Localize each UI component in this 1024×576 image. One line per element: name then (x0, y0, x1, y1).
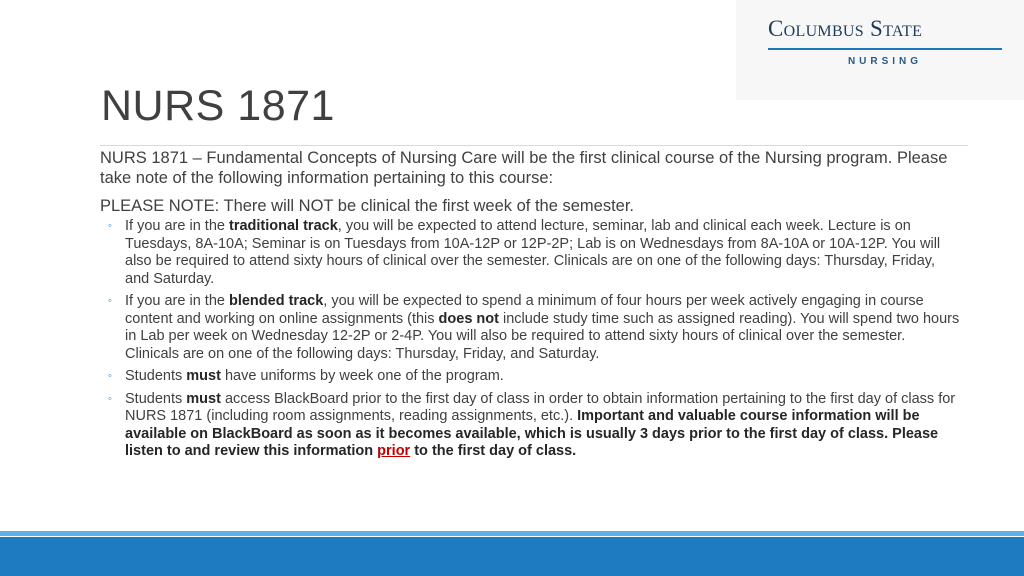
bullet-blackboard (100, 391, 960, 461)
logo-rule (768, 48, 1002, 50)
bold-run: must (186, 368, 221, 384)
footer-accent-line (0, 531, 1024, 536)
bullet-circle-icon: ◦ (108, 392, 112, 405)
text-run: Students (125, 368, 187, 384)
text-run: include study time such as assigned reading). You will spend two hours in Lab per week on Wednesday 12-2P or 2-4P. You will also be required to attend sixty hours of clinical over the semester. Clinicals are on one of the following days: Thursday, Friday, and Saturday. (125, 310, 960, 362)
text-run: If you are in the (125, 218, 229, 234)
title-divider (100, 145, 968, 146)
text-run: If you are in the (125, 293, 229, 309)
footer-bar (0, 537, 1024, 576)
bullet-circle-icon: ◦ (108, 295, 112, 307)
bold-run: blended track (228, 293, 324, 309)
bullet-list (100, 218, 960, 461)
text-run: , you will be expected to attend lecture, seminar, lab and clinical each week. Lecture is on Tuesdays, 8A-10A; Seminar is on Tuesdays from 10A-12P or 12P-2P; Lab is on Wednesdays from 8A-10A or 10A-12P. You will also be required to attend sixty hours of clinical over the semester. Clinicals are on one of the following days: Thursday, Friday, and Saturday. (125, 218, 941, 287)
bullet-circle-icon: ◦ (108, 220, 112, 232)
text-run: have uniforms by week one of the program. (220, 368, 504, 384)
text-run: , you will be expected to spend a minimum of four hours per week actively engaging in course content and working on online assignments (this (125, 293, 924, 327)
logo-name: Columbus State (768, 16, 923, 41)
bold-run: must (186, 390, 221, 407)
bullet-uniforms (100, 368, 960, 386)
logo-subtitle: NURSING (847, 56, 923, 67)
slide-title: NURS 1871 (101, 82, 335, 130)
bullet-circle-icon: ◦ (108, 370, 112, 382)
bullet-traditional-track (100, 218, 960, 288)
text-run: access BlackBoard prior to the first day of class in order to obtain information pertaining to the first day of class for NURS 1871 (including room assignments, reading assignments, etc.). (125, 390, 956, 424)
please-note: PLEASE NOTE: There will NOT be clinical the first week of the semester. (100, 197, 635, 215)
logo-panel (736, 0, 1024, 100)
bullet-blended-track (100, 293, 960, 363)
bold-run: Important and valuable course information will be available on BlackBoard as soon as it becomes available, which is usually 3 days prior to the first day of class. Please listen to and review this information (125, 408, 939, 459)
intro-paragraph: NURS 1871 – Fundamental Concepts of Nursing Care will be the first clinical course of the Nursing program. Please take note of the following information pertaining to this course: (100, 149, 948, 187)
emphasis-prior: prior (377, 443, 411, 459)
bold-run: to the first day of class. (410, 443, 577, 459)
slide-content (100, 148, 960, 466)
text-run: Students (125, 390, 187, 407)
bold-run: traditional track (228, 218, 338, 234)
bold-run: does not (438, 310, 499, 327)
